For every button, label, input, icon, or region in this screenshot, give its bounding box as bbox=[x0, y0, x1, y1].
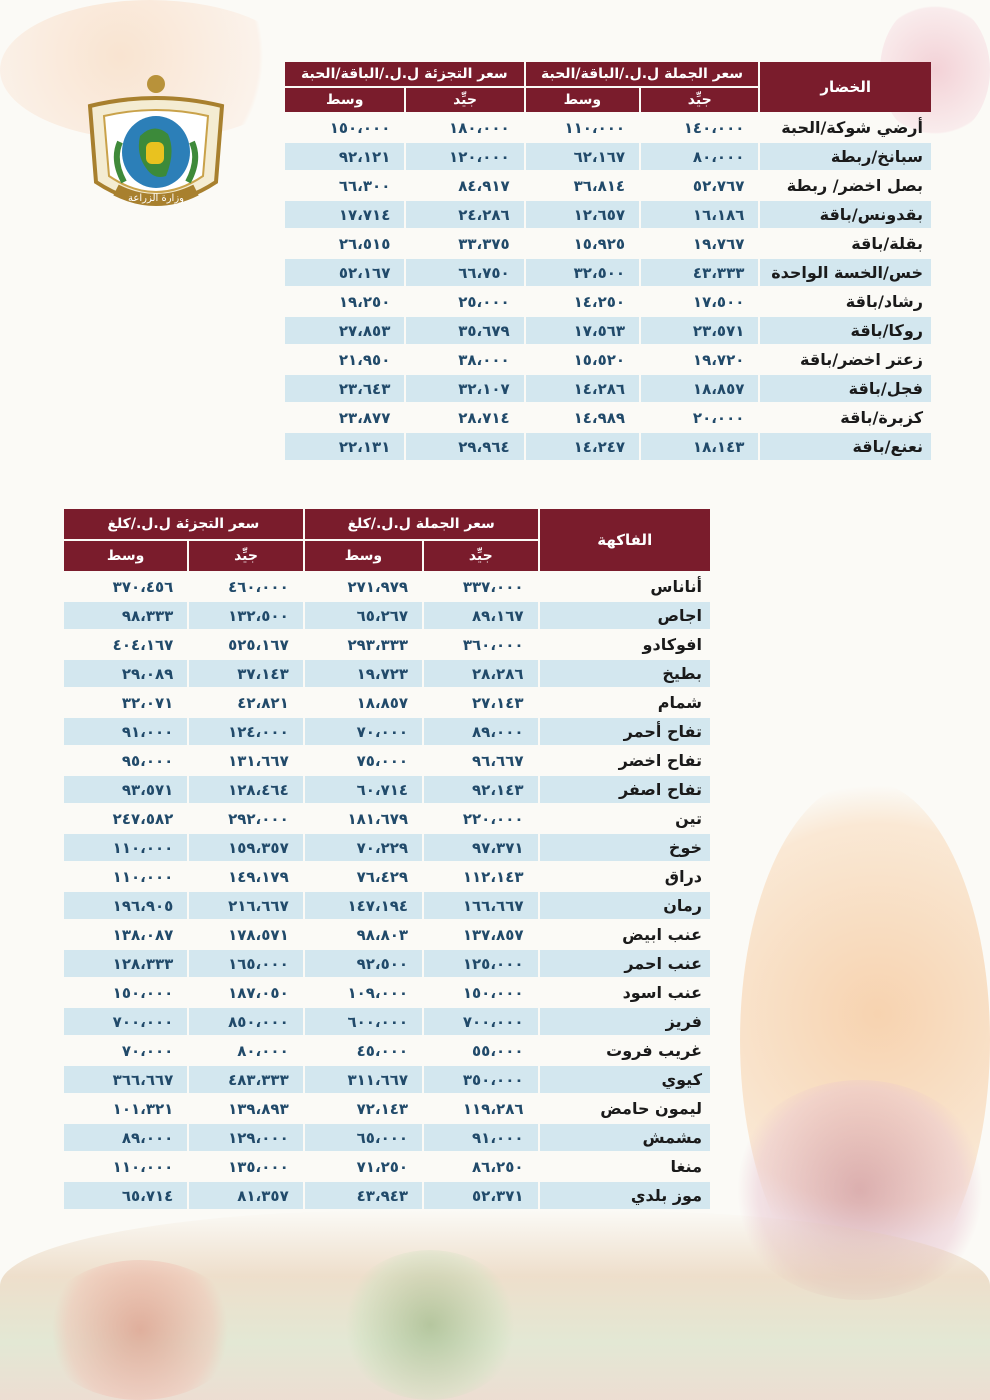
table-row bbox=[64, 573, 710, 600]
wholesale-avg-cell: ١٧،٥٦٣ bbox=[526, 317, 639, 344]
table-row bbox=[285, 201, 931, 228]
retail-good-cell: ٤٨٣،٣٣٣ bbox=[189, 1066, 302, 1093]
table-row bbox=[285, 143, 931, 170]
retail-avg-cell: ٩٣،٥٧١ bbox=[64, 776, 187, 803]
table-row bbox=[64, 602, 710, 629]
vegetables-retail-avg-header: وسط bbox=[285, 88, 404, 112]
retail-good-cell: ٢٨،٧١٤ bbox=[458, 408, 510, 427]
retail-avg-cell: ٤٠٤،١٦٧ bbox=[112, 635, 174, 654]
table-row bbox=[64, 921, 710, 948]
item-name-cell: عنب ابيض bbox=[622, 925, 702, 944]
logo-text: وزارة الزراعة bbox=[128, 193, 184, 204]
retail-good-cell: ١٣٢،٥٠٠ bbox=[189, 602, 302, 629]
fruits-price-table bbox=[62, 507, 712, 1211]
background-cabbage-decoration bbox=[340, 1250, 520, 1400]
table-row bbox=[285, 230, 931, 257]
table-row bbox=[64, 892, 710, 919]
wholesale-good-cell: ٢٠،٠٠٠ bbox=[692, 408, 745, 427]
ministry-emblem-icon bbox=[76, 72, 236, 222]
retail-good-cell: ١٣١،٦٦٧ bbox=[228, 751, 289, 770]
table-row bbox=[64, 1066, 710, 1093]
wholesale-avg-cell: ١٢،٦٥٧ bbox=[526, 201, 639, 228]
retail-good-cell: ١٨٠،٠٠٠ bbox=[449, 118, 510, 137]
retail-good-cell: ١٧٨،٥٧١ bbox=[228, 925, 289, 944]
retail-good-cell: ١٢٩،٠٠٠ bbox=[189, 1124, 302, 1151]
wholesale-good-cell: ١١٢،١٤٣ bbox=[462, 867, 524, 886]
wholesale-avg-cell: ٦٠،٧١٤ bbox=[305, 776, 422, 803]
wholesale-good-cell: ١٨،١٤٣ bbox=[641, 433, 758, 460]
item-name-cell: تفاح اخضر bbox=[618, 751, 702, 770]
retail-good-cell: ٥٢٥،١٦٧ bbox=[228, 635, 289, 654]
retail-avg-cell: ٩٨،٣٣٣ bbox=[64, 602, 187, 629]
wholesale-avg-cell: ٧١،٢٥٠ bbox=[356, 1157, 409, 1176]
wholesale-good-cell: ٣٦٠،٠٠٠ bbox=[462, 635, 524, 654]
item-name-cell: ليمون حامض bbox=[600, 1099, 702, 1118]
item-name-cell: نعنع/باقة bbox=[760, 433, 931, 460]
wholesale-avg-cell: ١٤،٩٨٩ bbox=[573, 408, 626, 427]
retail-good-cell: ١٢٨،٤٦٤ bbox=[189, 776, 302, 803]
retail-avg-cell: ٩٢،١٢١ bbox=[285, 143, 404, 170]
retail-avg-cell: ١١٠،٠٠٠ bbox=[112, 1157, 174, 1176]
wholesale-avg-cell: ١٤،٢٨٦ bbox=[526, 375, 639, 402]
vegetables-name-header: الخضار bbox=[760, 62, 931, 112]
item-name-cell: زعتر اخضر/باقة bbox=[800, 350, 923, 369]
retail-good-cell: ١٥٩،٣٥٧ bbox=[189, 834, 302, 861]
retail-good-cell: ٣٧،١٤٣ bbox=[189, 660, 302, 687]
table-row bbox=[64, 660, 710, 687]
retail-good-cell: ٨٥٠،٠٠٠ bbox=[189, 1008, 302, 1035]
wholesale-good-cell: ٩١،٠٠٠ bbox=[424, 1124, 537, 1151]
retail-good-cell: ٣٣،٣٧٥ bbox=[458, 234, 510, 253]
item-name-cell: تفاح اصفر bbox=[540, 776, 710, 803]
wholesale-avg-cell: ١٥،٥٢٠ bbox=[573, 350, 626, 369]
item-name-cell: اجاص bbox=[540, 602, 710, 629]
item-name-cell: خس/الخسة الواحدة bbox=[760, 259, 931, 286]
wholesale-avg-cell: ٩٢،٥٠٠ bbox=[305, 950, 422, 977]
retail-avg-cell: ١٣٨،٠٨٧ bbox=[112, 925, 174, 944]
vegetables-price-table bbox=[283, 60, 933, 462]
retail-avg-cell: ٣٦٦،٦٦٧ bbox=[64, 1066, 187, 1093]
wholesale-good-cell: ٣٥٠،٠٠٠ bbox=[424, 1066, 537, 1093]
wholesale-avg-cell: ٧٦،٤٢٩ bbox=[356, 867, 409, 886]
wholesale-good-cell: ٢٢٠،٠٠٠ bbox=[462, 809, 524, 828]
retail-avg-cell: ٧٠،٠٠٠ bbox=[121, 1041, 174, 1060]
wholesale-avg-cell: ٧٠،٢٢٩ bbox=[305, 834, 422, 861]
wholesale-good-cell: ٨٩،٠٠٠ bbox=[424, 718, 537, 745]
wholesale-good-cell: ١٧،٥٠٠ bbox=[692, 292, 745, 311]
table-row bbox=[64, 1182, 710, 1209]
wholesale-good-cell: ١٩،٧٢٠ bbox=[692, 350, 745, 369]
table-row bbox=[285, 114, 931, 141]
table-row bbox=[64, 1124, 710, 1151]
retail-avg-cell: ٩٥،٠٠٠ bbox=[121, 751, 174, 770]
retail-avg-cell: ٢٩،٠٨٩ bbox=[64, 660, 187, 687]
retail-good-cell: ١٣٥،٠٠٠ bbox=[228, 1157, 289, 1176]
item-name-cell: غريب فروت bbox=[606, 1041, 702, 1060]
retail-avg-cell: ١٥٠،٠٠٠ bbox=[112, 983, 174, 1002]
retail-avg-cell: ٢٦،٥١٥ bbox=[338, 234, 391, 253]
wholesale-good-cell: ٢٣،٥٧١ bbox=[641, 317, 758, 344]
retail-good-cell: ٢٩٢،٠٠٠ bbox=[228, 809, 289, 828]
wholesale-avg-cell: ١١٠،٠٠٠ bbox=[564, 118, 626, 137]
wholesale-good-cell: ١٦٦،٦٦٧ bbox=[424, 892, 537, 919]
item-name-cell: أناناس bbox=[650, 577, 702, 596]
retail-avg-cell: ٢١،٩٥٠ bbox=[338, 350, 391, 369]
item-name-cell: خوخ bbox=[540, 834, 710, 861]
fruits-name-header: الفاكهة bbox=[540, 509, 710, 571]
retail-avg-cell: ٩١،٠٠٠ bbox=[64, 718, 187, 745]
wholesale-avg-cell: ١٠٩،٠٠٠ bbox=[347, 983, 409, 1002]
item-name-cell: تفاح أحمر bbox=[540, 718, 710, 745]
table-row bbox=[64, 747, 710, 774]
retail-good-cell: ١٢٤،٠٠٠ bbox=[189, 718, 302, 745]
table-row bbox=[64, 979, 710, 1006]
retail-good-cell: ٢٩،٩٦٤ bbox=[406, 433, 523, 460]
wholesale-good-cell: ٧٠٠،٠٠٠ bbox=[424, 1008, 537, 1035]
item-name-cell: عنب احمر bbox=[540, 950, 710, 977]
retail-good-cell: ٨١،٣٥٧ bbox=[189, 1182, 302, 1209]
retail-avg-cell: ٢٤٧،٥٨٢ bbox=[112, 809, 174, 828]
table-row bbox=[64, 1153, 710, 1180]
table-row bbox=[64, 689, 710, 716]
retail-avg-cell: ٦٦،٣٠٠ bbox=[338, 176, 391, 195]
retail-avg-cell: ١٥٠،٠٠٠ bbox=[329, 118, 391, 137]
background-tomato-decoration bbox=[40, 1260, 240, 1400]
item-name-cell: فجل/باقة bbox=[760, 375, 931, 402]
wholesale-avg-cell: ٢٩٣،٣٣٣ bbox=[347, 635, 409, 654]
wholesale-good-cell: ١٥٠،٠٠٠ bbox=[462, 983, 524, 1002]
retail-avg-cell: ٨٩،٠٠٠ bbox=[64, 1124, 187, 1151]
retail-good-cell: ٣٢،١٠٧ bbox=[406, 375, 523, 402]
retail-good-cell: ٤٦٠،٠٠٠ bbox=[228, 577, 289, 596]
retail-good-cell: ٨٤،٩١٧ bbox=[458, 176, 510, 195]
wholesale-avg-cell: ٧٢،١٤٣ bbox=[356, 1099, 409, 1118]
table-row bbox=[64, 950, 710, 977]
wholesale-good-cell: ٩٧،٣٧١ bbox=[424, 834, 537, 861]
item-name-cell: منغا bbox=[670, 1157, 702, 1176]
table-row bbox=[64, 718, 710, 745]
wholesale-avg-cell: ٣٦،٨١٤ bbox=[573, 176, 626, 195]
wholesale-good-cell: ١٦،١٨٦ bbox=[641, 201, 758, 228]
retail-avg-cell: ١٠١،٣٢١ bbox=[112, 1099, 174, 1118]
retail-good-cell: ٢٤،٢٨٦ bbox=[406, 201, 523, 228]
wholesale-good-cell: ٢٨،٢٨٦ bbox=[424, 660, 537, 687]
table-row bbox=[64, 1037, 710, 1064]
wholesale-good-cell: ١٣٧،٨٥٧ bbox=[462, 925, 524, 944]
retail-good-cell: ٢٥،٠٠٠ bbox=[458, 292, 510, 311]
item-name-cell: رمان bbox=[540, 892, 710, 919]
wholesale-avg-cell: ٦٥،٠٠٠ bbox=[305, 1124, 422, 1151]
retail-avg-cell: ٦٥،٧١٤ bbox=[64, 1182, 187, 1209]
item-name-cell: بطيخ bbox=[540, 660, 710, 687]
table-row bbox=[285, 346, 931, 373]
wholesale-good-cell: ٩٢،١٤٣ bbox=[424, 776, 537, 803]
wholesale-good-cell: ٨٠،٠٠٠ bbox=[641, 143, 758, 170]
retail-good-cell: ٤٢،٨٢١ bbox=[237, 693, 289, 712]
wholesale-good-cell: ١٩،٧٦٧ bbox=[692, 234, 745, 253]
retail-avg-cell: ٢٧،٨٥٣ bbox=[285, 317, 404, 344]
wholesale-good-cell: ٩٦،٦٦٧ bbox=[472, 751, 524, 770]
wholesale-good-cell: ١٤٠،٠٠٠ bbox=[683, 118, 745, 137]
item-name-cell: عنب اسود bbox=[622, 983, 702, 1002]
retail-good-cell: ١٨٧،٠٥٠ bbox=[228, 983, 289, 1002]
item-name-cell: دراق bbox=[664, 867, 702, 886]
wholesale-good-cell: ٨٦،٢٥٠ bbox=[472, 1157, 524, 1176]
wholesale-good-cell: ١١٩،٢٨٦ bbox=[462, 1099, 524, 1118]
retail-avg-cell: ٢٣،٦٤٣ bbox=[285, 375, 404, 402]
item-name-cell: افوكادو bbox=[642, 635, 702, 654]
retail-avg-cell: ١١٠،٠٠٠ bbox=[64, 834, 187, 861]
retail-good-cell: ٣٨،٠٠٠ bbox=[458, 350, 510, 369]
wholesale-avg-cell: ١٨،٨٥٧ bbox=[356, 693, 409, 712]
table-row bbox=[285, 404, 931, 431]
table-row bbox=[285, 288, 931, 315]
fruits-wholesale-header: سعر الجملة ل.ل./كلغ bbox=[305, 509, 538, 539]
item-name-cell: روكا/باقة bbox=[760, 317, 931, 344]
wholesale-avg-cell: ١٤،٢٥٠ bbox=[573, 292, 626, 311]
retail-good-cell: ٢١٦،٦٦٧ bbox=[189, 892, 302, 919]
fruits-wholesale-avg-header: وسط bbox=[305, 541, 422, 571]
fruits-wholesale-good-header: جيِّد bbox=[424, 541, 537, 571]
retail-good-cell: ١٦٥،٠٠٠ bbox=[189, 950, 302, 977]
retail-good-cell: ١٢٠،٠٠٠ bbox=[406, 143, 523, 170]
item-name-cell: فريز bbox=[540, 1008, 710, 1035]
wholesale-avg-cell: ٦٠٠،٠٠٠ bbox=[305, 1008, 422, 1035]
fruits-retail-good-header: جيِّد bbox=[189, 541, 302, 571]
wholesale-avg-cell: ٢٧١،٩٧٩ bbox=[347, 577, 409, 596]
wholesale-avg-cell: ١٩،٧٢٣ bbox=[305, 660, 422, 687]
item-name-cell: كيوي bbox=[540, 1066, 710, 1093]
retail-avg-cell: ٧٠٠،٠٠٠ bbox=[64, 1008, 187, 1035]
table-row bbox=[285, 172, 931, 199]
retail-avg-cell: ١٩٦،٩٠٥ bbox=[64, 892, 187, 919]
wholesale-avg-cell: ٤٣،٩٤٣ bbox=[305, 1182, 422, 1209]
retail-good-cell: ٨٠،٠٠٠ bbox=[237, 1041, 289, 1060]
table-row bbox=[64, 631, 710, 658]
retail-avg-cell: ١٩،٢٥٠ bbox=[338, 292, 391, 311]
vegetables-wholesale-avg-header: وسط bbox=[526, 88, 639, 112]
retail-avg-cell: ١٧،٧١٤ bbox=[285, 201, 404, 228]
wholesale-good-cell: ٥٢،٧٦٧ bbox=[692, 176, 745, 195]
wholesale-good-cell: ٥٢،٣٧١ bbox=[424, 1182, 537, 1209]
retail-good-cell: ١٣٩،٨٩٣ bbox=[228, 1099, 289, 1118]
wholesale-good-cell: ١٢٥،٠٠٠ bbox=[424, 950, 537, 977]
wholesale-avg-cell: ٣٢،٥٠٠ bbox=[526, 259, 639, 286]
table-row bbox=[64, 805, 710, 832]
retail-avg-cell: ٥٢،١٦٧ bbox=[285, 259, 404, 286]
retail-avg-cell: ٣٢،٠٧١ bbox=[121, 693, 174, 712]
item-name-cell: تين bbox=[675, 809, 702, 828]
wholesale-avg-cell: ٧٠،٠٠٠ bbox=[305, 718, 422, 745]
vegetables-retail-header: سعر التجزئة ل.ل./الباقة/الحبة bbox=[285, 62, 524, 86]
retail-good-cell: ٦٦،٧٥٠ bbox=[406, 259, 523, 286]
wholesale-good-cell: ٣٣٧،٠٠٠ bbox=[462, 577, 524, 596]
retail-good-cell: ١٤٩،١٧٩ bbox=[228, 867, 289, 886]
wholesale-good-cell: ٥٥،٠٠٠ bbox=[472, 1041, 524, 1060]
item-name-cell: أرضي شوكة/الحبة bbox=[781, 118, 923, 137]
item-name-cell: بقدونس/باقة bbox=[760, 201, 931, 228]
wholesale-avg-cell: ٦٥،٢٦٧ bbox=[305, 602, 422, 629]
item-name-cell: موز بلدي bbox=[540, 1182, 710, 1209]
retail-avg-cell: ١٢٨،٣٣٣ bbox=[64, 950, 187, 977]
retail-avg-cell: ٣٧٠،٤٥٦ bbox=[112, 577, 174, 596]
wholesale-avg-cell: ٦٢،١٦٧ bbox=[526, 143, 639, 170]
vegetables-retail-good-header: جيِّد bbox=[406, 88, 523, 112]
retail-avg-cell: ١١٠،٠٠٠ bbox=[112, 867, 174, 886]
wholesale-good-cell: ١٨،٨٥٧ bbox=[641, 375, 758, 402]
table-row bbox=[64, 834, 710, 861]
wholesale-avg-cell: ١٤٧،١٩٤ bbox=[305, 892, 422, 919]
wholesale-good-cell: ٤٣،٣٣٣ bbox=[641, 259, 758, 286]
item-name-cell: بقلة/باقة bbox=[851, 234, 923, 253]
item-name-cell: مشمش bbox=[540, 1124, 710, 1151]
wholesale-avg-cell: ٤٥،٠٠٠ bbox=[356, 1041, 409, 1060]
vegetables-wholesale-good-header: جيِّد bbox=[641, 88, 758, 112]
item-name-cell: كزبرة/باقة bbox=[840, 408, 923, 427]
wholesale-avg-cell: ١٤،٢٤٧ bbox=[526, 433, 639, 460]
wholesale-avg-cell: ١٥،٩٢٥ bbox=[573, 234, 626, 253]
fruits-retail-avg-header: وسط bbox=[64, 541, 187, 571]
item-name-cell: بصل اخضر/ ربطة bbox=[786, 176, 923, 195]
wholesale-avg-cell: ٩٨،٨٠٣ bbox=[356, 925, 409, 944]
table-row bbox=[64, 1008, 710, 1035]
table-row bbox=[64, 1095, 710, 1122]
table-row bbox=[285, 259, 931, 286]
item-name-cell: رشاد/باقة bbox=[845, 292, 923, 311]
wholesale-avg-cell: ٧٥،٠٠٠ bbox=[356, 751, 409, 770]
table-row bbox=[285, 317, 931, 344]
item-name-cell: سبانخ/ربطة bbox=[760, 143, 931, 170]
table-row bbox=[285, 433, 931, 460]
vegetables-wholesale-header: سعر الجملة ل.ل./الباقة/الحبة bbox=[526, 62, 759, 86]
wholesale-good-cell: ٨٩،١٦٧ bbox=[424, 602, 537, 629]
retail-avg-cell: ٢٣،٨٧٧ bbox=[338, 408, 391, 427]
table-row bbox=[64, 863, 710, 890]
wholesale-avg-cell: ٣١١،٦٦٧ bbox=[305, 1066, 422, 1093]
table-row bbox=[285, 375, 931, 402]
wholesale-good-cell: ٢٧،١٤٣ bbox=[472, 693, 524, 712]
retail-good-cell: ٣٥،٦٧٩ bbox=[406, 317, 523, 344]
wholesale-avg-cell: ١٨١،٦٧٩ bbox=[347, 809, 409, 828]
table-row bbox=[64, 776, 710, 803]
item-name-cell: شمام bbox=[657, 693, 702, 712]
retail-avg-cell: ٢٢،١٣١ bbox=[285, 433, 404, 460]
fruits-retail-header: سعر التجزئة ل.ل./كلغ bbox=[64, 509, 303, 539]
